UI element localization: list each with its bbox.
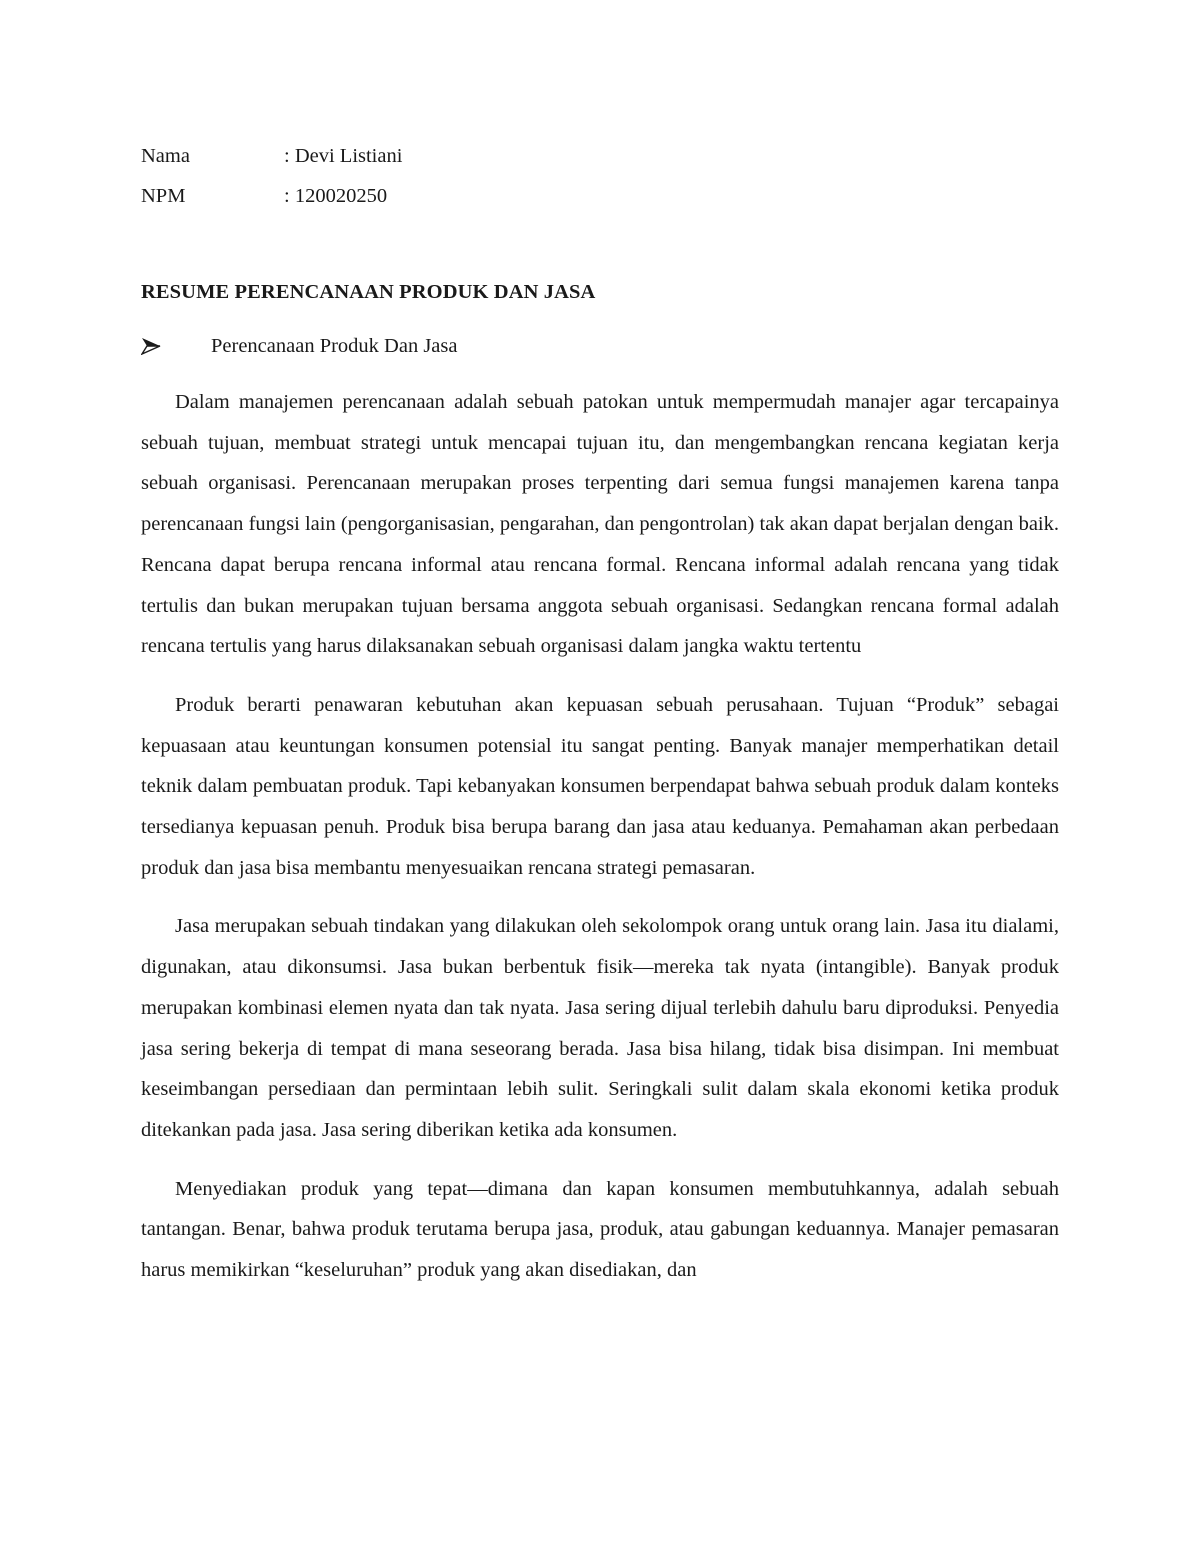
npm-row — [141, 180, 1059, 220]
paragraph-menyediakan: Menyediakan produk yang tepat—dimana dan kapan konsumen membutuhkannya, adalah sebuah tantangan. Benar, bahwa produk terutama berupa jasa, produk, atau gabungan keduannya. Manajer pemasaran harus memikirkan “keseluruhan” produk yang akan disediakan, dan — [141, 1177, 1059, 1282]
arrowhead-bullet-icon — [141, 337, 211, 355]
paragraph-produk: Produk berarti penawaran kebutuhan akan kepuasan sebuah perusahaan. Tujuan “Produk” sebagai kepuasaan atau keuntungan konsumen potensial itu sangat penting. Banyak manajer memperhatikan detail teknik dalam pembuatan produk. Tapi kebanyakan konsumen berpendapat bahwa sebuah produk dalam konteks tersedianya kepuasan penuh. Produk bisa berupa barang dan jasa atau keduanya. Pemahaman akan perbedaan produk dan jasa bisa membantu menyesuaikan rencana strategi pemasaran. — [141, 693, 1059, 879]
nama-row — [141, 140, 1059, 180]
section-bullet — [141, 330, 1059, 362]
npm-value: : 120020250 — [284, 185, 388, 207]
document-content — [141, 140, 1059, 1291]
nama-label: Nama — [141, 145, 190, 167]
npm-label: NPM — [141, 185, 186, 207]
paragraph-perencanaan: Dalam manajemen perencanaan adalah sebuah patokan untuk mempermudah manajer agar tercapainya sebuah tujuan, membuat strategi untuk mencapai tujuan itu, dan mengembangkan rencana kegiatan kerja sebuah organisasi. Perencanaan merupakan proses terpenting dari semua fungsi manajemen karena tanpa perencanaan fungsi lain (pengorganisasian, pengarahan, dan pengontrolan) tak akan dapat berjalan dengan baik. Rencana dapat berupa rencana informal atau rencana formal. Rencana informal adalah rencana yang tidak tertulis dan bukan merupakan tujuan bersama anggota sebuah organisasi. Sedangkan rencana formal adalah rencana tertulis yang harus dilaksanakan sebuah organisasi dalam jangka waktu tertentu — [141, 391, 1059, 658]
section-bullet-text: Perencanaan Produk Dan Jasa — [211, 335, 458, 357]
document-title: RESUME PERENCANAAN PRODUK DAN JASA — [141, 281, 596, 303]
nama-value: : Devi Listiani — [284, 145, 403, 167]
paragraph-jasa: Jasa merupakan sebuah tindakan yang dilakukan oleh sekolompok orang untuk orang lain. Jasa itu dialami, digunakan, atau dikonsumsi. Jasa bukan berbentuk fisik—mereka tak nyata (intangible). Banyak produk merupakan kombinasi elemen nyata dan tak nyata. Jasa sering dijual terlebih dahulu baru diproduksi. Penyedia jasa sering bekerja di tempat di mana seseorang berada. Jasa bisa hilang, tidak bisa disimpan. Ini membuat keseimbangan persediaan dan permintaan lebih sulit. Seringkali sulit dalam skala ekonomi ketika produk ditekankan pada jasa. Jasa sering diberikan ketika ada konsumen. — [141, 915, 1059, 1141]
